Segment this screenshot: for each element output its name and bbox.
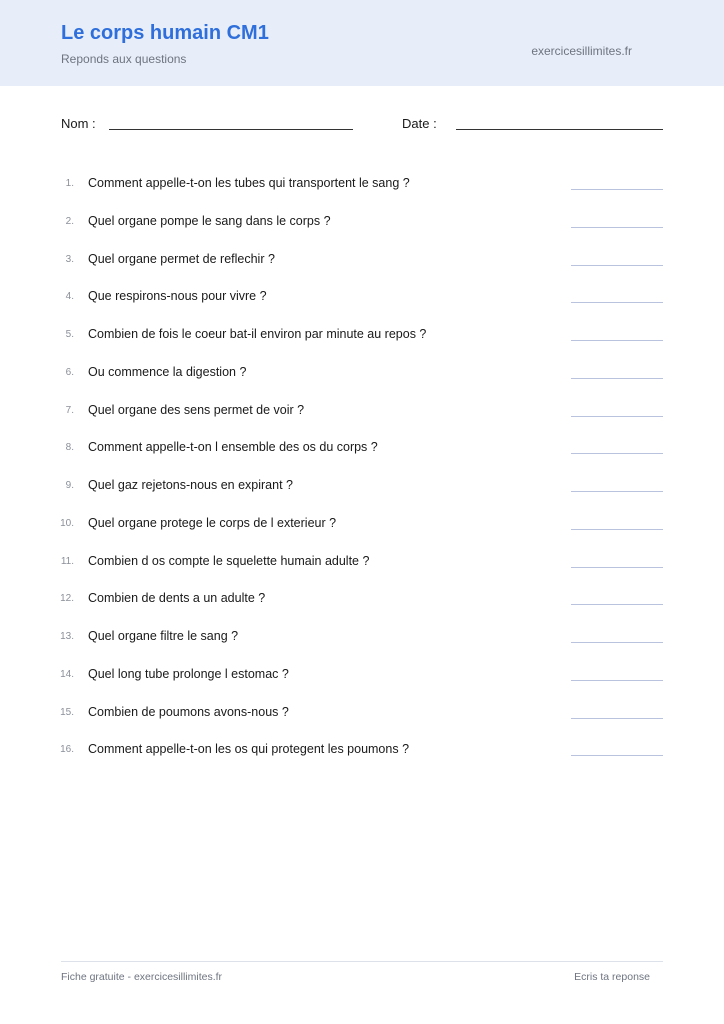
question-number: 1.: [65, 178, 74, 189]
date-label: Date :: [402, 116, 437, 131]
question-number: 14.: [60, 668, 74, 680]
question-number: 11.: [60, 555, 74, 567]
question-number: 4.: [65, 291, 74, 303]
question-text: Quel gaz rejetons-nous en expirant ?: [88, 478, 293, 492]
question-number: 3.: [65, 253, 74, 265]
question-number: 8.: [65, 442, 74, 454]
question-text: Que respirons-nous pour vivre ?: [88, 289, 267, 304]
question-number: 10.: [60, 517, 74, 529]
question-text: Quel long tube prolonge l estomac ?: [88, 666, 289, 681]
question-text: Combien d os compte le squelette humain adulte ?: [88, 553, 370, 568]
question-number: 12.: [60, 593, 74, 605]
question-row: [0, 700, 724, 738]
answer-line[interactable]: [571, 567, 663, 568]
question-text: Combien de dents a un adulte ?: [88, 591, 266, 606]
footer-left-text: Fiche gratuite - exercicesillimites.fr: [61, 971, 223, 983]
question-row: [0, 360, 724, 398]
question-number: 13.: [60, 631, 74, 642]
answer-line[interactable]: [571, 604, 663, 605]
question-row: [0, 662, 724, 700]
answer-line[interactable]: [571, 453, 663, 454]
answer-line[interactable]: [571, 302, 663, 303]
question-row: [0, 322, 724, 360]
question-row: [0, 586, 724, 624]
question-row: [0, 435, 724, 473]
question-text: Ou commence la digestion ?: [88, 364, 247, 379]
answer-line[interactable]: [571, 227, 663, 228]
answer-line[interactable]: [571, 755, 663, 756]
question-number: 9.: [65, 480, 74, 491]
question-number: 7.: [65, 404, 74, 416]
question-text: Combien de fois le coeur bat-il environ par minute au repos ?: [88, 327, 427, 341]
answer-line[interactable]: [571, 680, 663, 681]
footer-divider: [61, 961, 663, 962]
header-banner: [0, 0, 724, 86]
question-number: 16.: [60, 744, 74, 756]
question-row: [0, 624, 724, 662]
page-title: Le corps humain CM1: [61, 22, 269, 44]
question-row: [0, 284, 724, 322]
answer-line[interactable]: [571, 718, 663, 719]
answer-line[interactable]: [571, 265, 663, 266]
question-text: Quel organe protege le corps de l exterieur ?: [88, 515, 337, 530]
question-number: 15.: [60, 706, 74, 718]
question-list: [0, 171, 724, 775]
question-text: Quel organe permet de reflechir ?: [88, 251, 275, 266]
question-row: [0, 398, 724, 436]
question-row: [0, 511, 724, 549]
answer-line[interactable]: [571, 189, 663, 190]
date-field[interactable]: [456, 129, 663, 130]
page-subtitle: Reponds aux questions: [61, 52, 187, 66]
question-row: [0, 737, 724, 775]
answer-line[interactable]: [571, 642, 663, 643]
answer-line[interactable]: [571, 378, 663, 379]
question-text: Quel organe pompe le sang dans le corps ?: [88, 213, 331, 228]
name-field[interactable]: [109, 129, 353, 130]
answer-line[interactable]: [571, 529, 663, 530]
name-label: Nom :: [61, 116, 96, 131]
question-number: 2.: [65, 215, 74, 227]
question-text: Comment appelle-t-on les os qui protegent les poumons ?: [88, 742, 410, 757]
footer-right-text: Ecris ta reponse: [574, 971, 650, 983]
question-text: Quel organe filtre le sang ?: [88, 629, 239, 643]
answer-line[interactable]: [571, 340, 663, 341]
question-text: Comment appelle-t-on l ensemble des os du corps ?: [88, 440, 378, 455]
question-row: [0, 209, 724, 247]
question-row: [0, 473, 724, 511]
site-name: exercicesillimites.fr: [531, 44, 632, 58]
question-row: [0, 247, 724, 285]
question-row: [0, 171, 724, 209]
question-number: 6.: [65, 366, 74, 378]
answer-line[interactable]: [571, 491, 663, 492]
question-number: 5.: [65, 329, 74, 340]
question-text: Quel organe des sens permet de voir ?: [88, 402, 305, 417]
question-row: [0, 549, 724, 587]
answer-line[interactable]: [571, 416, 663, 417]
question-text: Comment appelle-t-on les tubes qui transportent le sang ?: [88, 176, 410, 190]
question-text: Combien de poumons avons-nous ?: [88, 704, 289, 719]
